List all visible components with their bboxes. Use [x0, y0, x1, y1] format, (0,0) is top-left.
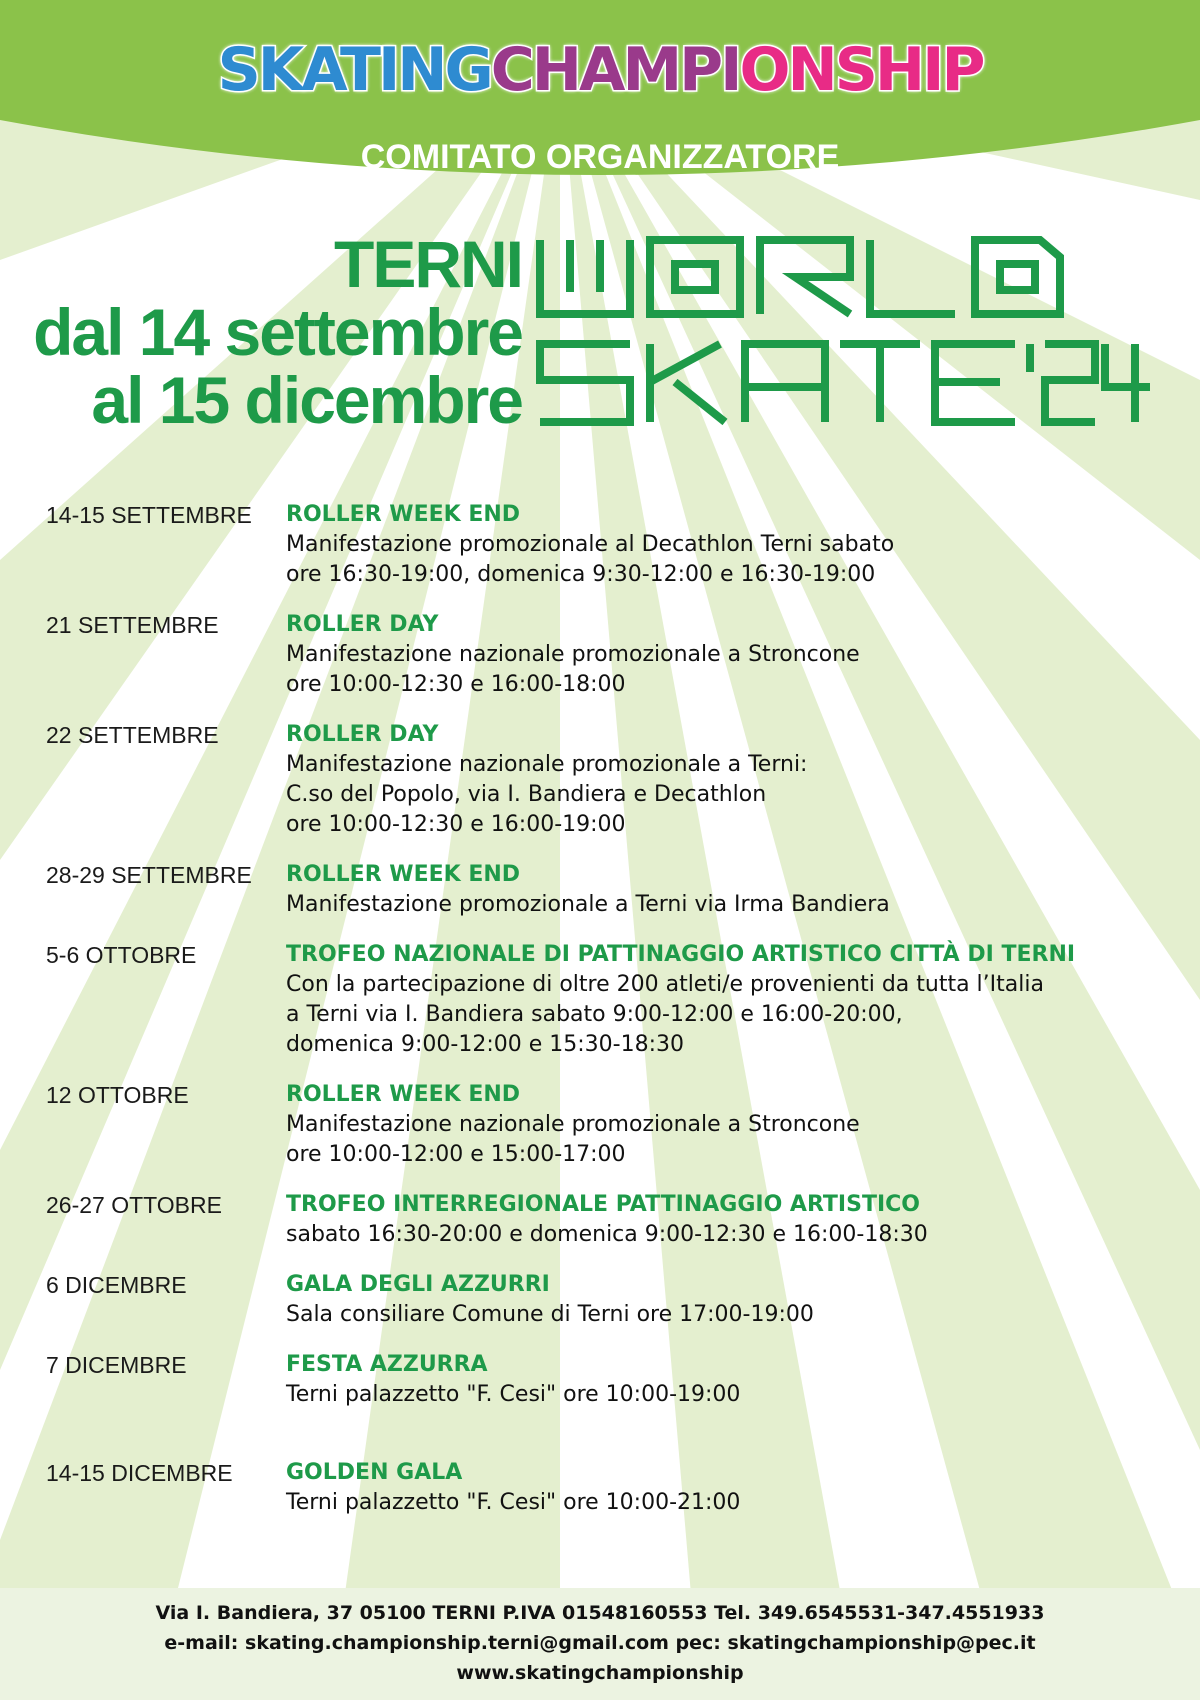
event-description-line: Con la partecipazione di oltre 200 atleti/e provenienti da tutta l’Italia [286, 972, 1044, 997]
footer-address: Via I. Bandiera, 37 05100 TERNI P.IVA 01548160553 Tel. 349.6545531-347.4551933 [155, 1602, 1045, 1624]
organizing-committee-label: COMITATO ORGANIZZATORE [360, 138, 840, 176]
event-title: TROFEO NAZIONALE DI PATTINAGGIO ARTISTICO CITTÀ DI TERNI [286, 942, 1076, 967]
event-item [46, 610, 1166, 700]
event-item [46, 500, 1166, 590]
logo-part-skating: SKATING [217, 35, 491, 105]
event-title: GOLDEN GALA [286, 1460, 463, 1485]
event-item [46, 860, 1166, 920]
footer-contacts [0, 1598, 1200, 1688]
event-description-line: ore 16:30-19:00, domenica 9:30-12:00 e 16:30-19:00 [286, 562, 876, 587]
event-item [46, 1190, 1166, 1250]
event-date: 14-15 SETTEMBRE [46, 502, 252, 528]
event-item [46, 1080, 1166, 1170]
event-description-line: Terni palazzetto "F. Cesi" ore 10:00-19:00 [286, 1382, 741, 1407]
event-item [46, 1458, 1166, 1518]
event-title: TROFEO INTERREGIONALE PATTINAGGIO ARTISTICO [286, 1192, 920, 1217]
event-title: ROLLER DAY [286, 612, 439, 637]
logo-part-onship: ONSHIP [739, 35, 983, 105]
event-description-line: Manifestazione nazionale promozionale a Stroncone [286, 1112, 860, 1137]
world-skate-24-logo [535, 232, 1155, 432]
event-description-line: Sala consiliare Comune di Terni ore 17:00-19:00 [286, 1302, 814, 1327]
skating-championship-logo [0, 35, 1200, 105]
event-description-line: ore 10:00-12:30 e 16:00-19:00 [286, 812, 626, 837]
hero-city: TERNI [334, 227, 522, 301]
event-item [46, 1270, 1166, 1330]
event-description-line: Manifestazione nazionale promozionale a Terni: [286, 752, 808, 777]
event-date: 26-27 OTTOBRE [46, 1192, 222, 1218]
event-title: ROLLER WEEK END [286, 1082, 521, 1107]
event-description-line: Terni palazzetto "F. Cesi" ore 10:00-21:00 [286, 1490, 741, 1515]
hero-start-date: dal 14 settembre [33, 295, 522, 369]
event-item [46, 720, 1166, 840]
event-date: 6 DICEMBRE [46, 1272, 187, 1298]
hero-end-date: al 15 dicembre [91, 363, 522, 437]
event-title: ROLLER WEEK END [286, 502, 521, 527]
event-item [46, 1350, 1166, 1410]
event-description-line: ore 10:00-12:00 e 15:00-17:00 [286, 1142, 626, 1167]
event-date: 14-15 DICEMBRE [46, 1460, 233, 1486]
event-description-line: a Terni via I. Bandiera sabato 9:00-12:00 e 16:00-20:00, [286, 1002, 903, 1027]
event-title: ROLLER WEEK END [286, 862, 521, 887]
event-date: 21 SETTEMBRE [46, 612, 219, 638]
footer-website: www.skatingchampionship [456, 1662, 744, 1684]
event-title: GALA DEGLI AZZURRI [286, 1272, 550, 1297]
event-description-line: Manifestazione nazionale promozionale a Stroncone [286, 642, 860, 667]
event-description-line: ore 10:00-12:30 e 16:00-18:00 [286, 672, 626, 697]
event-description-line: C.so del Popolo, via I. Bandiera e Decathlon [286, 782, 767, 807]
event-date: 22 SETTEMBRE [46, 722, 219, 748]
footer-email: e-mail: skating.championship.terni@gmail.com pec: skatingchampionship@pec.it [164, 1632, 1036, 1654]
events-list [46, 500, 1166, 1538]
event-description-line: sabato 16:30-20:00 e domenica 9:00-12:30 e 16:00-18:30 [286, 1222, 928, 1247]
event-description-line: domenica 9:00-12:00 e 15:30-18:30 [286, 1032, 685, 1057]
event-date: 12 OTTOBRE [46, 1082, 189, 1108]
event-title: ROLLER DAY [286, 722, 439, 747]
hero-dates [33, 227, 522, 437]
event-title: FESTA AZZURRA [286, 1352, 488, 1377]
event-date: 7 DICEMBRE [46, 1352, 187, 1378]
event-description-line: Manifestazione promozionale a Terni via Irma Bandiera [286, 892, 890, 917]
event-date: 5-6 OTTOBRE [46, 942, 197, 968]
event-description-line: Manifestazione promozionale al Decathlon Terni sabato [286, 532, 895, 557]
logo-part-champi: CHAMPI [490, 35, 740, 105]
event-item [46, 940, 1166, 1060]
event-date: 28-29 SETTEMBRE [46, 862, 252, 888]
